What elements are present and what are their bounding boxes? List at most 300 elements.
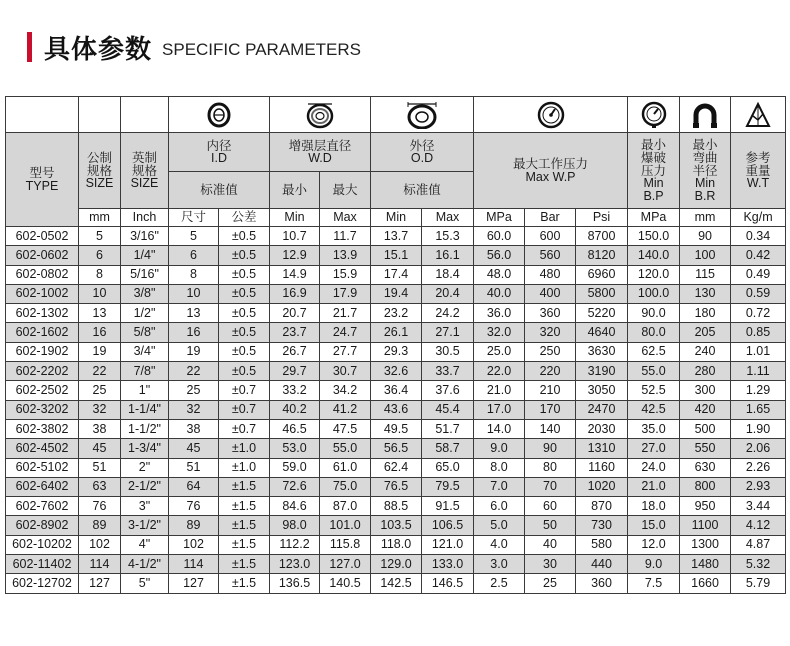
- table-cell: 89: [169, 516, 219, 535]
- table-row: [6, 497, 786, 516]
- table-cell: 602-0802: [6, 265, 79, 284]
- table-cell: 32: [169, 400, 219, 419]
- table-cell: ±1.0: [219, 439, 270, 458]
- table-cell: 2-1/2": [121, 477, 169, 496]
- table-cell: 602-3202: [6, 400, 79, 419]
- table-cell: 80: [525, 458, 576, 477]
- table-cell: 72.6: [270, 477, 320, 496]
- table-row: [6, 458, 786, 477]
- table-cell: ±0.5: [219, 304, 270, 323]
- table-cell: 43.6: [371, 400, 422, 419]
- table-cell: 602-4502: [6, 439, 79, 458]
- table-cell: 4-1/2": [121, 555, 169, 574]
- table-cell: ±0.5: [219, 342, 270, 361]
- table-cell: 34.2: [320, 381, 371, 400]
- table-cell: 20.7: [270, 304, 320, 323]
- table-cell: 1.29: [731, 381, 786, 400]
- table-cell: 1160: [576, 458, 628, 477]
- table-cell: 80.0: [628, 323, 680, 342]
- table-row: [6, 246, 786, 265]
- table-cell: 25: [79, 381, 121, 400]
- table-cell: 5": [121, 574, 169, 593]
- table-cell: 12.9: [270, 246, 320, 265]
- table-cell: 1-3/4": [121, 439, 169, 458]
- table-cell: 5.0: [474, 516, 525, 535]
- table-cell: ±0.7: [219, 419, 270, 438]
- table-cell: 27.7: [320, 342, 371, 361]
- table-cell: ±1.5: [219, 477, 270, 496]
- table-cell: 9.0: [474, 439, 525, 458]
- units-row: [6, 209, 786, 227]
- table-cell: 23.2: [371, 304, 422, 323]
- table-cell: 11.7: [320, 227, 371, 246]
- table-cell: 76: [79, 497, 121, 516]
- table-cell: 64: [169, 477, 219, 496]
- table-cell: 29.3: [371, 342, 422, 361]
- table-cell: 30.5: [422, 342, 474, 361]
- table-cell: 560: [525, 246, 576, 265]
- table-cell: 114: [79, 555, 121, 574]
- table-cell: ±1.5: [219, 555, 270, 574]
- table-cell: 10: [79, 284, 121, 303]
- table-cell: 1020: [576, 477, 628, 496]
- table-cell: 6: [169, 246, 219, 265]
- table-cell: 24.7: [320, 323, 371, 342]
- table-cell: 30.7: [320, 362, 371, 381]
- table-cell: 102: [79, 535, 121, 554]
- table-cell: 98.0: [270, 516, 320, 535]
- header-reinforcement-diameter: 增强层直径 W.D: [270, 133, 371, 172]
- table-cell: 103.5: [371, 516, 422, 535]
- table-cell: 114: [169, 555, 219, 574]
- table-row: [6, 535, 786, 554]
- table-cell: 22.0: [474, 362, 525, 381]
- table-cell: 23.7: [270, 323, 320, 342]
- table-cell: 129.0: [371, 555, 422, 574]
- table-cell: 1300: [680, 535, 731, 554]
- table-cell: 121.0: [422, 535, 474, 554]
- table-cell: 140.5: [320, 574, 371, 593]
- table-cell: 7/8": [121, 362, 169, 381]
- table-cell: 10.7: [270, 227, 320, 246]
- table-cell: ±0.5: [219, 362, 270, 381]
- table-cell: 50: [525, 516, 576, 535]
- table-cell: 24.2: [422, 304, 474, 323]
- unit-cell: Psi: [576, 209, 628, 227]
- table-cell: 2.93: [731, 477, 786, 496]
- unit-cell: Min: [270, 209, 320, 227]
- table-cell: 8: [79, 265, 121, 284]
- table-cell: 630: [680, 458, 731, 477]
- table-cell: 17.0: [474, 400, 525, 419]
- table-cell: 602-6402: [6, 477, 79, 496]
- inner-diameter-icon: [204, 102, 234, 128]
- table-cell: 1-1/2": [121, 419, 169, 438]
- table-cell: 5220: [576, 304, 628, 323]
- table-cell: 1660: [680, 574, 731, 593]
- table-cell: 602-2202: [6, 362, 79, 381]
- table-cell: 100: [680, 246, 731, 265]
- table-cell: 115: [680, 265, 731, 284]
- table-cell: 3-1/2": [121, 516, 169, 535]
- table-cell: 140.0: [628, 246, 680, 265]
- table-cell: 3.44: [731, 497, 786, 516]
- table-cell: 3630: [576, 342, 628, 361]
- table-cell: 60: [525, 497, 576, 516]
- table-cell: 27.0: [628, 439, 680, 458]
- table-cell: 3190: [576, 362, 628, 381]
- table-cell: 106.5: [422, 516, 474, 535]
- table-cell: 76.5: [371, 477, 422, 496]
- table-cell: 14.0: [474, 419, 525, 438]
- table-cell: 24.0: [628, 458, 680, 477]
- icon-row: [6, 97, 786, 133]
- table-cell: 49.5: [371, 419, 422, 438]
- table-row: [6, 477, 786, 496]
- table-cell: 120.0: [628, 265, 680, 284]
- table-cell: 70: [525, 477, 576, 496]
- table-cell: 220: [525, 362, 576, 381]
- table-cell: 5: [79, 227, 121, 246]
- table-cell: 15.0: [628, 516, 680, 535]
- table-cell: 123.0: [270, 555, 320, 574]
- table-cell: 29.7: [270, 362, 320, 381]
- table-cell: 45: [169, 439, 219, 458]
- table-cell: 3/16": [121, 227, 169, 246]
- table-cell: 14.9: [270, 265, 320, 284]
- table-cell: 0.49: [731, 265, 786, 284]
- table-cell: 17.9: [320, 284, 371, 303]
- table-cell: 25: [169, 381, 219, 400]
- table-cell: 1-1/4": [121, 400, 169, 419]
- table-cell: 13.9: [320, 246, 371, 265]
- unit-cell: Inch: [121, 209, 169, 227]
- table-cell: 45: [79, 439, 121, 458]
- table-cell: 600: [525, 227, 576, 246]
- table-cell: 21.0: [474, 381, 525, 400]
- table-cell: 3/4": [121, 342, 169, 361]
- table-cell: 8120: [576, 246, 628, 265]
- table-cell: 30: [525, 555, 576, 574]
- table-cell: 280: [680, 362, 731, 381]
- table-cell: 2": [121, 458, 169, 477]
- table-cell: 2030: [576, 419, 628, 438]
- table-cell: 0.59: [731, 284, 786, 303]
- table-cell: 13: [169, 304, 219, 323]
- table-cell: 2.26: [731, 458, 786, 477]
- outer-diameter-icon: [405, 101, 439, 129]
- table-cell: 47.5: [320, 419, 371, 438]
- table-cell: 400: [525, 284, 576, 303]
- table-cell: 127: [169, 574, 219, 593]
- table-cell: 300: [680, 381, 731, 400]
- table-cell: 6.0: [474, 497, 525, 516]
- table-cell: 602-7602: [6, 497, 79, 516]
- header-max-working-pressure: 最大工作压力 Max W.P: [474, 133, 628, 209]
- table-cell: 27.1: [422, 323, 474, 342]
- table-cell: ±0.7: [219, 400, 270, 419]
- header-inner-diameter: 内径 I.D: [169, 133, 270, 172]
- table-cell: 17.4: [371, 265, 422, 284]
- page-title: [27, 30, 361, 64]
- table-cell: 146.5: [422, 574, 474, 593]
- table-cell: 1100: [680, 516, 731, 535]
- table-cell: 32.0: [474, 323, 525, 342]
- table-row: [6, 439, 786, 458]
- table-cell: 2.06: [731, 439, 786, 458]
- unit-cell: Kg/m: [731, 209, 786, 227]
- table-cell: 41.2: [320, 400, 371, 419]
- table-cell: 5800: [576, 284, 628, 303]
- table-cell: 118.0: [371, 535, 422, 554]
- table-cell: ±0.5: [219, 265, 270, 284]
- table-cell: 16.9: [270, 284, 320, 303]
- header-id-standard: 标准值: [169, 172, 270, 209]
- table-cell: 1.90: [731, 419, 786, 438]
- table-cell: 950: [680, 497, 731, 516]
- table-cell: 40.0: [474, 284, 525, 303]
- table-cell: 730: [576, 516, 628, 535]
- table-cell: 25.0: [474, 342, 525, 361]
- table-cell: 35.0: [628, 419, 680, 438]
- table-cell: ±1.0: [219, 458, 270, 477]
- table-cell: 3/8": [121, 284, 169, 303]
- table-cell: 101.0: [320, 516, 371, 535]
- table-row: [6, 400, 786, 419]
- table-cell: 1310: [576, 439, 628, 458]
- table-cell: 1.01: [731, 342, 786, 361]
- table-row: [6, 227, 786, 246]
- table-cell: 240: [680, 342, 731, 361]
- table-cell: 210: [525, 381, 576, 400]
- table-cell: 5/16": [121, 265, 169, 284]
- unit-cell: 公差: [219, 209, 270, 227]
- table-cell: 580: [576, 535, 628, 554]
- table-cell: 15.3: [422, 227, 474, 246]
- table-cell: ±0.5: [219, 227, 270, 246]
- unit-cell: Max: [320, 209, 371, 227]
- table-cell: 18.4: [422, 265, 474, 284]
- table-cell: 142.5: [371, 574, 422, 593]
- table-cell: 7.5: [628, 574, 680, 593]
- table-cell: 320: [525, 323, 576, 342]
- header-imperial-size: 英制 规格 SIZE: [121, 133, 169, 209]
- burst-gauge-icon: [641, 101, 667, 129]
- table-cell: 5/8": [121, 323, 169, 342]
- table-cell: 420: [680, 400, 731, 419]
- table-cell: 26.7: [270, 342, 320, 361]
- table-cell: 55.0: [320, 439, 371, 458]
- table-cell: 140: [525, 419, 576, 438]
- table-cell: 15.1: [371, 246, 422, 265]
- table-cell: 4": [121, 535, 169, 554]
- table-cell: 63: [79, 477, 121, 496]
- table-cell: 2.5: [474, 574, 525, 593]
- table-cell: 3.0: [474, 555, 525, 574]
- header-row-1: [6, 133, 786, 172]
- table-cell: 89: [79, 516, 121, 535]
- table-cell: 112.2: [270, 535, 320, 554]
- table-cell: 550: [680, 439, 731, 458]
- table-cell: 13: [79, 304, 121, 323]
- table-cell: 79.5: [422, 477, 474, 496]
- table-cell: 0.34: [731, 227, 786, 246]
- spec-table: [5, 96, 786, 594]
- table-cell: 22: [169, 362, 219, 381]
- header-weight: 参考 重量 W.T: [731, 133, 786, 209]
- table-cell: 4.0: [474, 535, 525, 554]
- header-burst-pressure: 最小 爆破 压力 Min B.P: [628, 133, 680, 209]
- table-cell: 33.7: [422, 362, 474, 381]
- weight-icon: [744, 101, 772, 129]
- table-row: [6, 265, 786, 284]
- header-od-standard: 标准值: [371, 172, 474, 209]
- table-cell: 84.6: [270, 497, 320, 516]
- table-cell: 602-1002: [6, 284, 79, 303]
- table-cell: 170: [525, 400, 576, 419]
- table-cell: 91.5: [422, 497, 474, 516]
- pressure-gauge-icon: [537, 101, 565, 129]
- unit-cell: Bar: [525, 209, 576, 227]
- header-metric-size: 公制 规格 SIZE: [79, 133, 121, 209]
- table-cell: 45.4: [422, 400, 474, 419]
- table-cell: 16.1: [422, 246, 474, 265]
- table-cell: 20.4: [422, 284, 474, 303]
- table-cell: 360: [576, 574, 628, 593]
- table-cell: 53.0: [270, 439, 320, 458]
- table-cell: 602-1602: [6, 323, 79, 342]
- unit-cell: Max: [422, 209, 474, 227]
- table-cell: 6960: [576, 265, 628, 284]
- table-cell: ±1.5: [219, 535, 270, 554]
- table-cell: 1480: [680, 555, 731, 574]
- table-cell: 90: [680, 227, 731, 246]
- unit-cell: 尺寸: [169, 209, 219, 227]
- table-cell: ±1.5: [219, 574, 270, 593]
- table-cell: 5: [169, 227, 219, 246]
- table-cell: 15.9: [320, 265, 371, 284]
- table-cell: 21.0: [628, 477, 680, 496]
- table-cell: 360: [525, 304, 576, 323]
- unit-cell: MPa: [628, 209, 680, 227]
- table-cell: 0.85: [731, 323, 786, 342]
- bend-radius-icon: [690, 101, 720, 129]
- table-cell: 3": [121, 497, 169, 516]
- table-cell: 7.0: [474, 477, 525, 496]
- table-cell: 18.0: [628, 497, 680, 516]
- table-cell: 19.4: [371, 284, 422, 303]
- table-cell: 8700: [576, 227, 628, 246]
- table-cell: 56.0: [474, 246, 525, 265]
- table-cell: 250: [525, 342, 576, 361]
- table-cell: 100.0: [628, 284, 680, 303]
- table-cell: 90: [525, 439, 576, 458]
- table-cell: 90.0: [628, 304, 680, 323]
- table-cell: 76: [169, 497, 219, 516]
- table-cell: 5.32: [731, 555, 786, 574]
- table-row: [6, 419, 786, 438]
- table-row: [6, 555, 786, 574]
- table-cell: 150.0: [628, 227, 680, 246]
- table-row: [6, 342, 786, 361]
- table-cell: 480: [525, 265, 576, 284]
- table-row: [6, 323, 786, 342]
- header-type: 型号 TYPE: [6, 133, 79, 227]
- table-cell: 3050: [576, 381, 628, 400]
- table-row: [6, 516, 786, 535]
- table-cell: 51: [79, 458, 121, 477]
- table-row: [6, 284, 786, 303]
- header-wd-max: 最大: [320, 172, 371, 209]
- table-cell: 602-12702: [6, 574, 79, 593]
- table-cell: 4.12: [731, 516, 786, 535]
- table-cell: 56.5: [371, 439, 422, 458]
- table-row: [6, 304, 786, 323]
- table-cell: 602-10202: [6, 535, 79, 554]
- unit-cell: MPa: [474, 209, 525, 227]
- table-cell: 136.5: [270, 574, 320, 593]
- table-cell: 38: [169, 419, 219, 438]
- table-cell: 37.6: [422, 381, 474, 400]
- table-cell: 4.87: [731, 535, 786, 554]
- table-cell: 16: [169, 323, 219, 342]
- unit-cell: mm: [680, 209, 731, 227]
- table-cell: 33.2: [270, 381, 320, 400]
- table-cell: 1.65: [731, 400, 786, 419]
- table-row: [6, 381, 786, 400]
- table-cell: 36.0: [474, 304, 525, 323]
- table-row: [6, 574, 786, 593]
- table-cell: 500: [680, 419, 731, 438]
- table-cell: 1/2": [121, 304, 169, 323]
- table-cell: 1": [121, 381, 169, 400]
- table-cell: 602-0502: [6, 227, 79, 246]
- table-cell: 10: [169, 284, 219, 303]
- table-row: [6, 362, 786, 381]
- table-cell: 40: [525, 535, 576, 554]
- table-cell: 51.7: [422, 419, 474, 438]
- table-cell: 55.0: [628, 362, 680, 381]
- table-cell: 25: [525, 574, 576, 593]
- title-english: SPECIFIC PARAMETERS: [162, 40, 362, 59]
- table-cell: 0.72: [731, 304, 786, 323]
- table-cell: ±0.5: [219, 284, 270, 303]
- table-cell: 22: [79, 362, 121, 381]
- table-cell: 1.11: [731, 362, 786, 381]
- table-cell: 88.5: [371, 497, 422, 516]
- table-cell: 602-5102: [6, 458, 79, 477]
- unit-cell: mm: [79, 209, 121, 227]
- table-cell: 8.0: [474, 458, 525, 477]
- table-cell: 32.6: [371, 362, 422, 381]
- table-cell: 440: [576, 555, 628, 574]
- table-cell: 133.0: [422, 555, 474, 574]
- table-cell: ±0.5: [219, 323, 270, 342]
- table-cell: 12.0: [628, 535, 680, 554]
- table-cell: 38: [79, 419, 121, 438]
- table-cell: 180: [680, 304, 731, 323]
- header-wd-min: 最小: [270, 172, 320, 209]
- table-cell: 602-3802: [6, 419, 79, 438]
- table-cell: 130: [680, 284, 731, 303]
- table-cell: 42.5: [628, 400, 680, 419]
- table-cell: 75.0: [320, 477, 371, 496]
- header-outer-diameter: 外径 O.D: [371, 133, 474, 172]
- table-cell: 1/4": [121, 246, 169, 265]
- table-cell: 800: [680, 477, 731, 496]
- table-cell: ±0.5: [219, 246, 270, 265]
- table-cell: 52.5: [628, 381, 680, 400]
